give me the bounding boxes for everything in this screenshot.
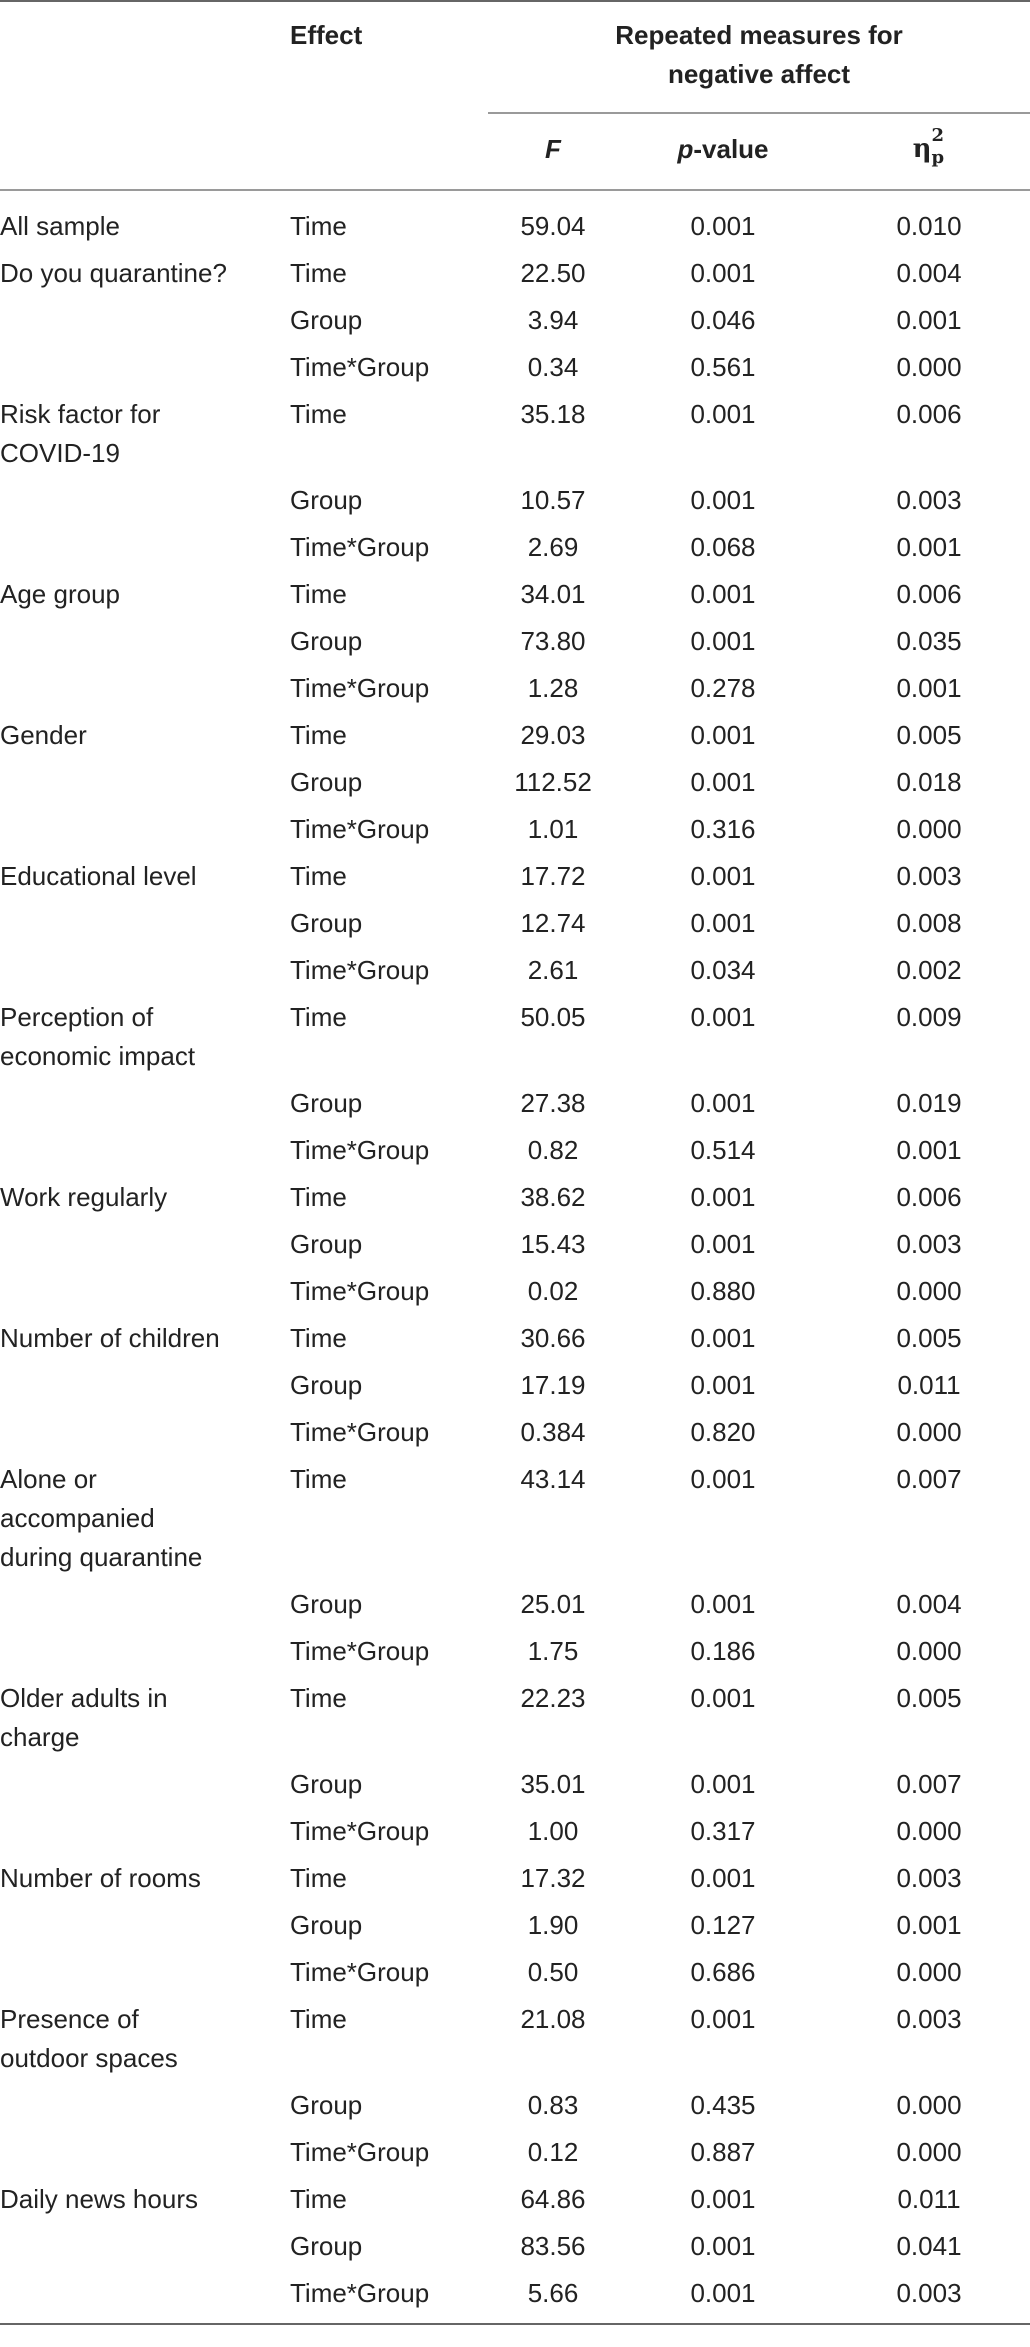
table-row — [0, 712, 1030, 759]
table-row — [0, 344, 1030, 391]
p-value-cell: 0.001 — [690, 767, 756, 797]
table-row — [0, 1456, 1030, 1581]
table-row — [0, 2270, 1030, 2324]
variable-cell — [0, 344, 290, 391]
table-row — [0, 524, 1030, 571]
f-value-cell: 1.28 — [527, 673, 579, 703]
table-row — [0, 1127, 1030, 1174]
effect-cell: Time — [290, 1683, 347, 1713]
f-value-cell: 17.19 — [520, 1370, 586, 1400]
variable-column-header — [0, 1, 290, 113]
table-row — [0, 190, 1030, 250]
eta-value-cell: 0.001 — [896, 532, 962, 562]
variable-cell — [0, 297, 290, 344]
effect-cell: Time — [290, 1002, 347, 1032]
variable-cell — [0, 1581, 290, 1628]
effect-cell: Time — [290, 2004, 347, 2034]
variable-cell — [0, 190, 290, 250]
p-value-cell: 0.001 — [690, 1182, 756, 1212]
table-row — [0, 947, 1030, 994]
variable-label-line: during quarantine — [0, 1542, 203, 1572]
variable-cell — [0, 1127, 290, 1174]
p-value-cell: 0.001 — [690, 485, 756, 515]
effect-cell: Time — [290, 258, 347, 288]
p-value-cell: 0.001 — [690, 720, 756, 750]
effect-cell: Time*Group — [290, 814, 430, 844]
effect-cell: Group — [290, 1370, 363, 1400]
variable-cell — [0, 477, 290, 524]
eta-value-cell: 0.019 — [896, 1088, 962, 1118]
effect-cell: Time*Group — [290, 1636, 430, 1666]
f-value-cell: 3.94 — [527, 305, 579, 335]
f-value-cell: 21.08 — [520, 2004, 586, 2034]
effect-cell: Time*Group — [290, 1957, 430, 1987]
table-row — [0, 853, 1030, 900]
variable-cell — [0, 1761, 290, 1808]
p-value-cell: 0.127 — [690, 1910, 756, 1940]
variable-label-line: Daily news hours — [0, 2184, 198, 2214]
variable-cell — [0, 2129, 290, 2176]
p-value-cell: 0.317 — [690, 1816, 756, 1846]
p-value-cell: 0.514 — [690, 1135, 756, 1165]
eta-value-cell: 0.011 — [897, 1370, 961, 1400]
variable-cell — [0, 994, 290, 1080]
variable-cell — [0, 1808, 290, 1855]
variable-cell — [0, 806, 290, 853]
f-value-cell: 17.72 — [520, 861, 586, 891]
effect-cell: Time*Group — [290, 1135, 430, 1165]
variable-label-line: Age group — [0, 579, 120, 609]
table-row — [0, 1996, 1030, 2082]
variable-cell — [0, 2223, 290, 2270]
variable-cell — [0, 853, 290, 900]
table-row — [0, 477, 1030, 524]
effect-cell: Group — [290, 2231, 363, 2261]
p-value-cell: 0.001 — [690, 1589, 756, 1619]
f-value-cell: 2.61 — [527, 955, 579, 985]
eta-value-cell: 0.001 — [896, 673, 962, 703]
eta-value-cell: 0.005 — [896, 1323, 962, 1353]
eta-value-cell: 0.005 — [896, 1683, 962, 1713]
variable-cell — [0, 2176, 290, 2223]
variable-label-line: Gender — [0, 720, 87, 750]
p-value-cell: 0.186 — [690, 1636, 756, 1666]
variable-cell — [0, 250, 290, 297]
eta-value-cell: 0.011 — [897, 2184, 961, 2214]
variable-cell — [0, 900, 290, 947]
variable-label-line: Perception of — [0, 1002, 154, 1032]
effect-cell: Time — [290, 1863, 347, 1893]
effect-cell: Time*Group — [290, 1417, 430, 1447]
eta-value-cell: 0.000 — [896, 2137, 962, 2167]
p-value-cell: 0.887 — [690, 2137, 756, 2167]
header-spacer-effect — [290, 113, 488, 190]
variable-label-line: Presence of — [0, 2004, 139, 2034]
variable-cell — [0, 571, 290, 618]
f-value-cell: 50.05 — [520, 1002, 586, 1032]
p-value-cell: 0.001 — [690, 861, 756, 891]
p-value-cell: 0.001 — [618, 2270, 828, 2324]
p-value-cell: 0.034 — [690, 955, 756, 985]
p-value-cell: 0.001 — [690, 1464, 756, 1494]
effect-cell: Group — [290, 485, 363, 515]
eta-value-cell: 0.005 — [896, 720, 962, 750]
p-value-cell: 0.001 — [690, 258, 756, 288]
f-value-cell: 22.50 — [520, 258, 586, 288]
variable-cell — [0, 1456, 290, 1581]
table-row — [0, 994, 1030, 1080]
p-value-cell: 0.001 — [690, 1002, 756, 1032]
f-value-cell: 83.56 — [520, 2231, 586, 2261]
header-spacer — [0, 113, 290, 190]
table-row — [0, 2129, 1030, 2176]
eta-symbol: η — [912, 134, 932, 164]
eta-value-cell: 0.000 — [896, 2090, 962, 2120]
eta-value-cell: 0.004 — [896, 258, 962, 288]
effect-cell: Group — [290, 2090, 363, 2120]
eta-value-cell: 0.003 — [896, 1229, 962, 1259]
f-value-cell: 0.384 — [520, 1417, 586, 1447]
variable-cell — [0, 391, 290, 477]
eta-value-cell: 0.007 — [896, 1769, 962, 1799]
variable-cell — [0, 1675, 290, 1761]
table-row — [0, 297, 1030, 344]
variable-cell — [0, 1409, 290, 1456]
f-value-cell: 12.74 — [520, 908, 586, 938]
table-row — [0, 1902, 1030, 1949]
table-row — [0, 2223, 1030, 2270]
variable-cell — [0, 1628, 290, 1675]
eta-value-cell: 0.041 — [896, 2231, 962, 2261]
variable-label-line: Number of children — [0, 1323, 220, 1353]
f-value-cell: 5.66 — [488, 2270, 618, 2324]
group-header-line-2: negative affect — [667, 59, 851, 89]
variable-cell — [0, 618, 290, 665]
eta-value-cell: 0.003 — [896, 1863, 962, 1893]
p-suffix: -value — [693, 134, 769, 164]
table-row — [0, 1628, 1030, 1675]
f-value-cell: 35.01 — [520, 1769, 586, 1799]
effect-column-header: Effect — [290, 20, 363, 50]
eta-value-cell: 0.002 — [896, 955, 962, 985]
p-value-cell: 0.686 — [690, 1957, 756, 1987]
table-row — [0, 1315, 1030, 1362]
p-value-cell: 0.001 — [690, 1229, 756, 1259]
variable-cell — [0, 2270, 290, 2324]
effect-cell: Time — [290, 1182, 347, 1212]
variable-label-line: COVID-19 — [0, 438, 120, 468]
effect-cell: Time*Group — [290, 1276, 430, 1306]
f-value-cell: 30.66 — [520, 1323, 586, 1353]
variable-cell — [0, 1949, 290, 1996]
f-value-cell: 1.00 — [527, 1816, 579, 1846]
table-row — [0, 806, 1030, 853]
f-value-cell: 64.86 — [520, 2184, 586, 2214]
variable-label-line: Work regularly — [0, 1182, 168, 1212]
f-value-cell: 2.69 — [527, 532, 579, 562]
table-row — [0, 391, 1030, 477]
table-row — [0, 1581, 1030, 1628]
variable-cell — [0, 1362, 290, 1409]
p-italic: p — [677, 134, 694, 164]
effect-cell: Time — [290, 720, 347, 750]
table-row — [0, 1949, 1030, 1996]
effect-cell: Time — [290, 2184, 347, 2214]
variable-label-line: All sample — [0, 211, 120, 241]
f-value-cell: 1.01 — [527, 814, 579, 844]
variable-label-line: Alone or — [0, 1464, 97, 1494]
table-row — [0, 1675, 1030, 1761]
eta-value-cell: 0.003 — [896, 2004, 962, 2034]
effect-cell: Time*Group — [290, 1816, 430, 1846]
p-value-column-header — [618, 113, 828, 190]
p-value-cell: 0.278 — [690, 673, 756, 703]
table-row — [0, 250, 1030, 297]
eta-value-cell: 0.000 — [896, 1636, 962, 1666]
table-row — [0, 759, 1030, 806]
table-row — [0, 571, 1030, 618]
eta-value-cell: 0.010 — [896, 211, 962, 241]
effect-cell: Group — [290, 305, 363, 335]
eta-value-cell: 0.006 — [896, 579, 962, 609]
p-value-cell: 0.001 — [690, 1863, 756, 1893]
p-value-cell: 0.001 — [690, 908, 756, 938]
eta-value-cell: 0.004 — [896, 1589, 962, 1619]
f-column-header: F — [488, 113, 618, 190]
p-value-cell: 0.001 — [690, 2004, 756, 2034]
eta-value-cell: 0.003 — [828, 2270, 1030, 2324]
f-value-cell: 0.50 — [527, 1957, 579, 1987]
effect-cell: Time*Group — [290, 2137, 430, 2167]
eta-value-cell: 0.000 — [896, 1816, 962, 1846]
effect-cell: Group — [290, 626, 363, 656]
effect-cell: Time*Group — [290, 955, 430, 985]
eta-value-cell: 0.003 — [896, 861, 962, 891]
f-value-cell: 29.03 — [520, 720, 586, 750]
f-value-cell: 10.57 — [520, 485, 586, 515]
f-value-cell: 17.32 — [520, 1863, 586, 1893]
variable-cell — [0, 1902, 290, 1949]
f-value-cell: 0.82 — [527, 1135, 579, 1165]
variable-cell — [0, 759, 290, 806]
eta-value-cell: 0.035 — [896, 626, 962, 656]
variable-cell — [0, 1855, 290, 1902]
p-value-cell: 0.001 — [690, 1088, 756, 1118]
variable-cell — [0, 1315, 290, 1362]
table-row — [0, 1080, 1030, 1127]
p-value-cell: 0.001 — [690, 1683, 756, 1713]
eta-value-cell: 0.006 — [896, 1182, 962, 1212]
f-value-cell: 27.38 — [520, 1088, 586, 1118]
eta-value-cell: 0.008 — [896, 908, 962, 938]
group-header-line-1: Repeated measures for — [615, 20, 903, 50]
table-row — [0, 1855, 1030, 1902]
effect-cell: Time*Group — [290, 673, 430, 703]
variable-label-line: charge — [0, 1722, 80, 1752]
f-value-cell: 0.12 — [527, 2137, 579, 2167]
table-row — [0, 2082, 1030, 2129]
eta-value-cell: 0.003 — [896, 485, 962, 515]
p-value-cell: 0.001 — [690, 2231, 756, 2261]
variable-cell — [0, 665, 290, 712]
eta-value-cell: 0.001 — [896, 1910, 962, 1940]
f-value-cell: 112.52 — [514, 767, 592, 797]
variable-cell — [0, 712, 290, 759]
p-value-cell: 0.820 — [690, 1417, 756, 1447]
f-value-cell: 1.90 — [527, 1910, 579, 1940]
repeated-measures-group-header — [488, 1, 1030, 113]
effect-cell: Group — [290, 1910, 363, 1940]
effect-cell: Time — [290, 1323, 347, 1353]
effect-cell: Time*Group — [290, 352, 430, 382]
effect-cell: Time*Group — [290, 532, 430, 562]
p-value-cell: 0.001 — [690, 2184, 756, 2214]
variable-label-line: Risk factor for — [0, 399, 161, 429]
p-value-cell: 0.046 — [690, 305, 756, 335]
p-value-cell: 0.561 — [690, 352, 756, 382]
table-row — [0, 1268, 1030, 1315]
effect-cell: Time — [290, 861, 347, 891]
f-value-cell: 43.14 — [520, 1464, 586, 1494]
effect-cell: Group — [290, 1589, 363, 1619]
f-value-cell: 38.62 — [520, 1182, 586, 1212]
p-value-cell: 0.880 — [690, 1276, 756, 1306]
eta-subscript: p — [931, 147, 945, 168]
effect-cell: Group — [290, 1229, 363, 1259]
effect-cell: Group — [290, 767, 363, 797]
p-value-cell: 0.068 — [690, 532, 756, 562]
table-row — [0, 618, 1030, 665]
p-value-cell: 0.001 — [690, 211, 756, 241]
p-value-cell: 0.001 — [690, 1323, 756, 1353]
p-value-cell: 0.316 — [690, 814, 756, 844]
table-row — [0, 665, 1030, 712]
eta-value-cell: 0.018 — [896, 767, 962, 797]
effect-cell: Group — [290, 908, 363, 938]
f-value-cell: 73.80 — [520, 626, 586, 656]
table-row — [0, 1362, 1030, 1409]
table-row — [0, 1808, 1030, 1855]
variable-label-line: Number of rooms — [0, 1863, 201, 1893]
table-row — [0, 1174, 1030, 1221]
variable-cell — [0, 524, 290, 571]
f-value-cell: 15.43 — [520, 1229, 586, 1259]
f-value-cell: 1.75 — [527, 1636, 579, 1666]
p-value-cell: 0.001 — [690, 579, 756, 609]
table-row — [0, 1221, 1030, 1268]
f-value-cell: 0.02 — [527, 1276, 579, 1306]
eta-value-cell: 0.001 — [896, 1135, 962, 1165]
f-value-cell: 34.01 — [520, 579, 586, 609]
eta-value-cell: 0.007 — [896, 1464, 962, 1494]
f-value-cell: 0.83 — [527, 2090, 579, 2120]
table-row — [0, 1761, 1030, 1808]
effect-cell: Time — [290, 579, 347, 609]
eta-squared-column-header — [828, 113, 1030, 190]
table-row — [0, 900, 1030, 947]
variable-cell — [0, 947, 290, 994]
eta-value-cell: 0.006 — [896, 399, 962, 429]
effect-cell: Time — [290, 399, 347, 429]
effect-cell: Time — [290, 211, 347, 241]
eta-superscript: 2 — [931, 125, 944, 146]
variable-cell — [0, 1996, 290, 2082]
f-value-cell: 35.18 — [520, 399, 586, 429]
effect-cell: Time — [290, 1464, 347, 1494]
p-value-cell: 0.001 — [690, 399, 756, 429]
variable-label-line: economic impact — [0, 1041, 196, 1071]
f-value-cell: 25.01 — [520, 1589, 586, 1619]
p-value-cell: 0.435 — [690, 2090, 756, 2120]
effect-cell: Group — [290, 1769, 363, 1799]
f-value-cell: 59.04 — [520, 211, 586, 241]
eta-value-cell: 0.000 — [896, 1417, 962, 1447]
variable-cell — [0, 2082, 290, 2129]
eta-value-cell: 0.009 — [896, 1002, 962, 1032]
f-value-cell: 0.34 — [527, 352, 579, 382]
variable-cell — [0, 1268, 290, 1315]
table-row — [0, 1409, 1030, 1456]
effect-cell: Time*Group — [290, 2270, 488, 2324]
variable-label-line: accompanied — [0, 1503, 155, 1533]
variable-label-line: Do you quarantine? — [0, 258, 227, 288]
f-value-cell: 22.23 — [520, 1683, 586, 1713]
variable-cell — [0, 1080, 290, 1127]
p-value-cell: 0.001 — [690, 1370, 756, 1400]
variable-cell — [0, 1221, 290, 1268]
eta-value-cell: 0.000 — [896, 1957, 962, 1987]
table-body — [0, 190, 1030, 2324]
p-value-cell: 0.001 — [690, 626, 756, 656]
p-value-cell: 0.001 — [690, 1769, 756, 1799]
variable-label-line: Older adults in — [0, 1683, 168, 1713]
effect-cell: Group — [290, 1088, 363, 1118]
eta-value-cell: 0.000 — [896, 1276, 962, 1306]
eta-value-cell: 0.000 — [896, 352, 962, 382]
variable-cell — [0, 1174, 290, 1221]
eta-value-cell: 0.001 — [896, 305, 962, 335]
eta-value-cell: 0.000 — [896, 814, 962, 844]
table-row — [0, 2176, 1030, 2223]
variable-label-line: outdoor spaces — [0, 2043, 178, 2073]
variable-label-line: Educational level — [0, 861, 197, 891]
